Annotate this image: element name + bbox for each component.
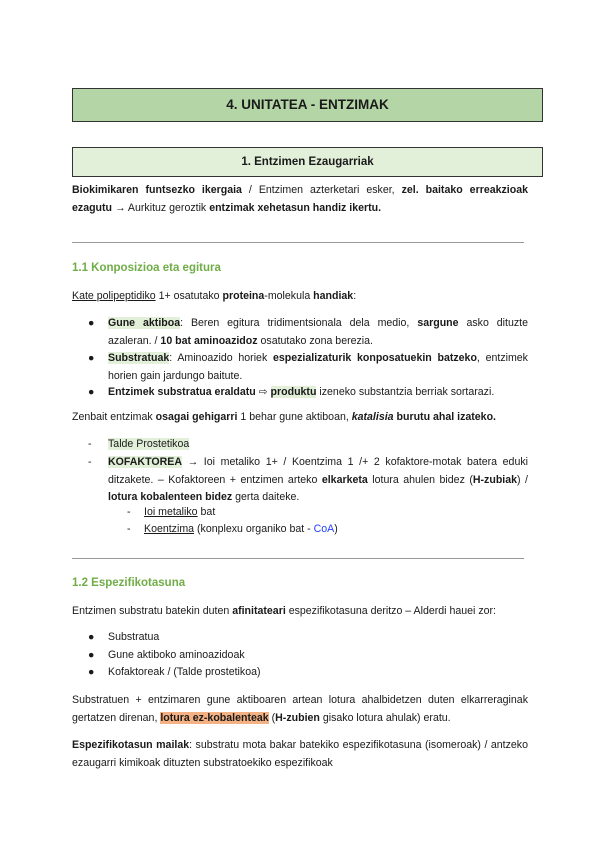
dash-icon: - bbox=[127, 523, 131, 535]
text-run: proteina bbox=[222, 290, 265, 302]
zenbait-paragraph bbox=[72, 409, 528, 427]
text-run: Zenbait entzimak bbox=[72, 411, 156, 423]
text-run: lotura kobalenteen bidez bbox=[108, 491, 233, 503]
text-run: Koentzima bbox=[144, 523, 195, 535]
text-run: lotura ez-kobalenteak bbox=[160, 711, 269, 724]
text-run: H-zubien bbox=[275, 711, 320, 724]
text-run: bat bbox=[197, 506, 216, 518]
espezifikotasun-paragraph bbox=[72, 737, 528, 772]
bullet-item bbox=[88, 384, 528, 402]
text-run: izeneko substantzia berriak sortarazi. bbox=[316, 386, 495, 398]
text-run: Gune aktiboa bbox=[108, 317, 181, 329]
text-run: 1+ osatutako bbox=[155, 290, 223, 302]
bullet-item bbox=[88, 350, 528, 385]
text-run: ) bbox=[334, 523, 338, 535]
text-run: katalisia bbox=[351, 411, 394, 423]
text-run: Talde Prostetikoa bbox=[108, 438, 190, 450]
text-run: : Aminoazido horiek bbox=[169, 352, 273, 364]
text-run: afinitateari bbox=[232, 605, 286, 617]
dash-item bbox=[88, 436, 528, 454]
bullet-icon: ● bbox=[88, 317, 95, 329]
text-run: osatutako zona berezia. bbox=[257, 334, 373, 347]
text-run: Ioi metaliko bbox=[144, 506, 198, 518]
text-run: Biokimikaren funtsezko ikergaia bbox=[72, 184, 242, 196]
text-run: Kate polipeptidiko bbox=[72, 290, 156, 302]
text-run: KOFAKTOREA bbox=[108, 456, 182, 468]
text-run: ( bbox=[268, 711, 276, 724]
subdash-item bbox=[127, 504, 528, 522]
divider bbox=[72, 558, 524, 559]
text-run: Entzimen substratu batekin duten bbox=[72, 605, 233, 617]
text-run: lotura ahulen bidez ( bbox=[367, 473, 473, 486]
text-run: espezifikotasuna deritzo – Alderdi hauei zor: bbox=[285, 605, 497, 617]
entzimen-paragraph bbox=[72, 603, 528, 621]
text-run: , entzimek horien gain jardungo baitute. bbox=[108, 352, 528, 382]
text-run: -molekula bbox=[264, 290, 314, 302]
text-run: / Entzimen azterketari esker, bbox=[241, 184, 402, 196]
text-run: zel. baitako erreakzioak ezagutu bbox=[72, 184, 528, 214]
bullet-item bbox=[88, 315, 528, 350]
intro-paragraph bbox=[72, 182, 528, 217]
text-run: 10 bat aminoazidoz bbox=[160, 334, 258, 347]
text-run: → Aurkituz geroztik bbox=[112, 201, 210, 214]
text-run: : bbox=[353, 290, 357, 302]
dash-icon: - bbox=[88, 456, 92, 468]
text-run: gerta daiteke. bbox=[232, 491, 300, 503]
dash-icon: - bbox=[88, 438, 92, 450]
text-run: Gune aktiboko aminoazidoak bbox=[108, 649, 245, 661]
text-run: osagai gehigarri bbox=[155, 411, 238, 423]
text-run: Entzimek substratua eraldatu bbox=[108, 386, 256, 398]
bullet-icon: ● bbox=[88, 386, 95, 398]
divider bbox=[72, 242, 524, 243]
text-run: Substratuen + entzimaren gune aktiboaren artean lotura ahalbidetzen duten elkarreraginak gertatzen direnan, bbox=[72, 694, 528, 724]
text-run: produktu bbox=[270, 386, 317, 398]
text-run: : substratu mota bakar batekiko espezifikotasuna (isomeroak) / antzeko ezaugarri kimikoak dituzten substratoekiko espezifikoak bbox=[72, 739, 528, 769]
text-run: gisako lotura ahulak) eratu. bbox=[319, 711, 451, 724]
text-run: H-zubiak bbox=[472, 473, 518, 486]
text-run: ) / bbox=[517, 473, 528, 486]
bullet-item bbox=[88, 664, 528, 682]
text-run: Kofaktoreak / (Talde prostetikoa) bbox=[108, 666, 261, 678]
unit-title: 4. UNITATEA - ENTZIMAK bbox=[72, 88, 543, 122]
text-run: sargune bbox=[417, 317, 459, 329]
text-run: (konplexu organiko bat - bbox=[194, 523, 314, 535]
text-run: asko dituzte azaleran. / bbox=[108, 317, 528, 347]
dash-icon: - bbox=[127, 506, 131, 518]
text-run: Espezifikotasun mailak bbox=[72, 739, 190, 751]
subdash-item bbox=[127, 521, 528, 539]
bullet-item bbox=[88, 629, 528, 647]
text-run: elkarketa bbox=[321, 473, 368, 486]
text-run: burutu ahal izateko. bbox=[393, 411, 496, 423]
bullet-icon: ● bbox=[88, 631, 95, 643]
section-title: 1. Entzimen Ezaugarriak bbox=[72, 147, 543, 177]
dash-item bbox=[88, 454, 528, 507]
text-run: CoA bbox=[313, 523, 335, 535]
text-run: espezializaturik konposatuekin batzeko bbox=[272, 352, 477, 364]
text-run: Substratua bbox=[108, 631, 160, 643]
text-run: Substratuak bbox=[108, 352, 170, 364]
text-run: → Ioi metaliko 1+ / Koentzima 1 /+ 2 kofaktore-motak batera eduki ditzakete. – Kofaktoreen + entzimen arteko bbox=[108, 456, 528, 486]
text-run: entzimak xehetasun handiz ikertu. bbox=[209, 201, 382, 214]
bullet-icon: ● bbox=[88, 666, 95, 678]
substratuen-paragraph bbox=[72, 692, 528, 727]
text-run: 1 behar gune aktiboan, bbox=[237, 411, 352, 423]
bullet-icon: ● bbox=[88, 352, 95, 364]
text-run: handiak bbox=[313, 290, 354, 302]
kate-paragraph bbox=[72, 288, 528, 306]
heading-1-1: 1.1 Konposizioa eta egitura bbox=[72, 262, 221, 274]
text-run: ⇨ bbox=[255, 386, 271, 398]
bullet-icon: ● bbox=[88, 649, 95, 661]
text-run: : Beren egitura tridimentsionala dela medio, bbox=[180, 317, 418, 329]
bullet-item bbox=[88, 647, 528, 665]
heading-1-2: 1.2 Espezifikotasuna bbox=[72, 577, 186, 589]
